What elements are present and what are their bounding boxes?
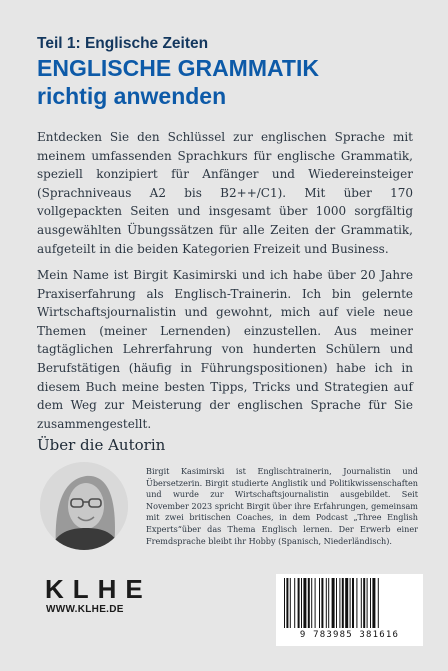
book-title-line-1: ENGLISCHE GRAMMATIK [37,55,319,81]
book-subtitle: Teil 1: Englische Zeiten [37,35,209,52]
description-paragraph-2: Mein Name ist Birgit Kasimirski und ich habe über 20 Jahre Praxiserfahrung als Englisch-Trainerin. Ich bin gelernte Wirtschaftsjournalistin und gewohnt, mich auf viele neue Themen (meiner Lernenden) einzustellen. Aus meiner tagtäglichen Lehrerfahrung von hunderten Schülern und Berufstätigen (häufig in Führungspositionen) habe ich in diesem Buch meine besten Tipps, Tricks und Strategien auf dem Weg zur Meisterung der englischen Sprache für Sie zusammengestellt. [37,268,413,431]
book-title-line-2: richtig anwenden [37,83,227,109]
publisher-url[interactable]: WWW.KLHE.DE [46,604,124,615]
author-photo [40,462,128,550]
book-title [37,54,437,110]
description-paragraph-1: Entdecken Sie den Schlüssel zur englischen Sprache mit meinem umfassenden Sprachkurs für englische Grammatik, speziell konzipiert für Anfänger und Wiedereinsteiger (Sprachniveaus A2 bis B2++/C1). Mit über 170 vollgepackten Seiten und insgesamt über 1000 sorgfältig ausgewählten Übungssätzen für alle Zeiten der Grammatik, aufgeteilt in die beiden Kategorien Freizeit und Business. [37,130,413,256]
isbn-number: 9 783985 381616 [299,630,400,640]
barcode-icon [282,578,417,628]
isbn-barcode [276,574,423,646]
publisher-logo: KLHE [45,574,152,604]
about-author-heading: Über die Autorin [37,436,166,454]
author-portrait-icon [40,462,128,550]
author-bio: Birgit Kasimirski ist Englischtrainerin, Journalistin und Übersetzerin. Birgit studierte Anglistik und Politikwissenschaften und wurde zur Wirtschaftsjournalistin ausgebildet. Seit November 2023 spricht Birgit über ihre Erfahrungen, gemeinsam mit zwei britischen Coaches, in dem Podcast „Three English Experts“über das Thema Englisch lernen. Der Erwerb einer Fremdsprache bleibt ihr Hobby (Spanisch, Niederländisch). [146,466,418,546]
